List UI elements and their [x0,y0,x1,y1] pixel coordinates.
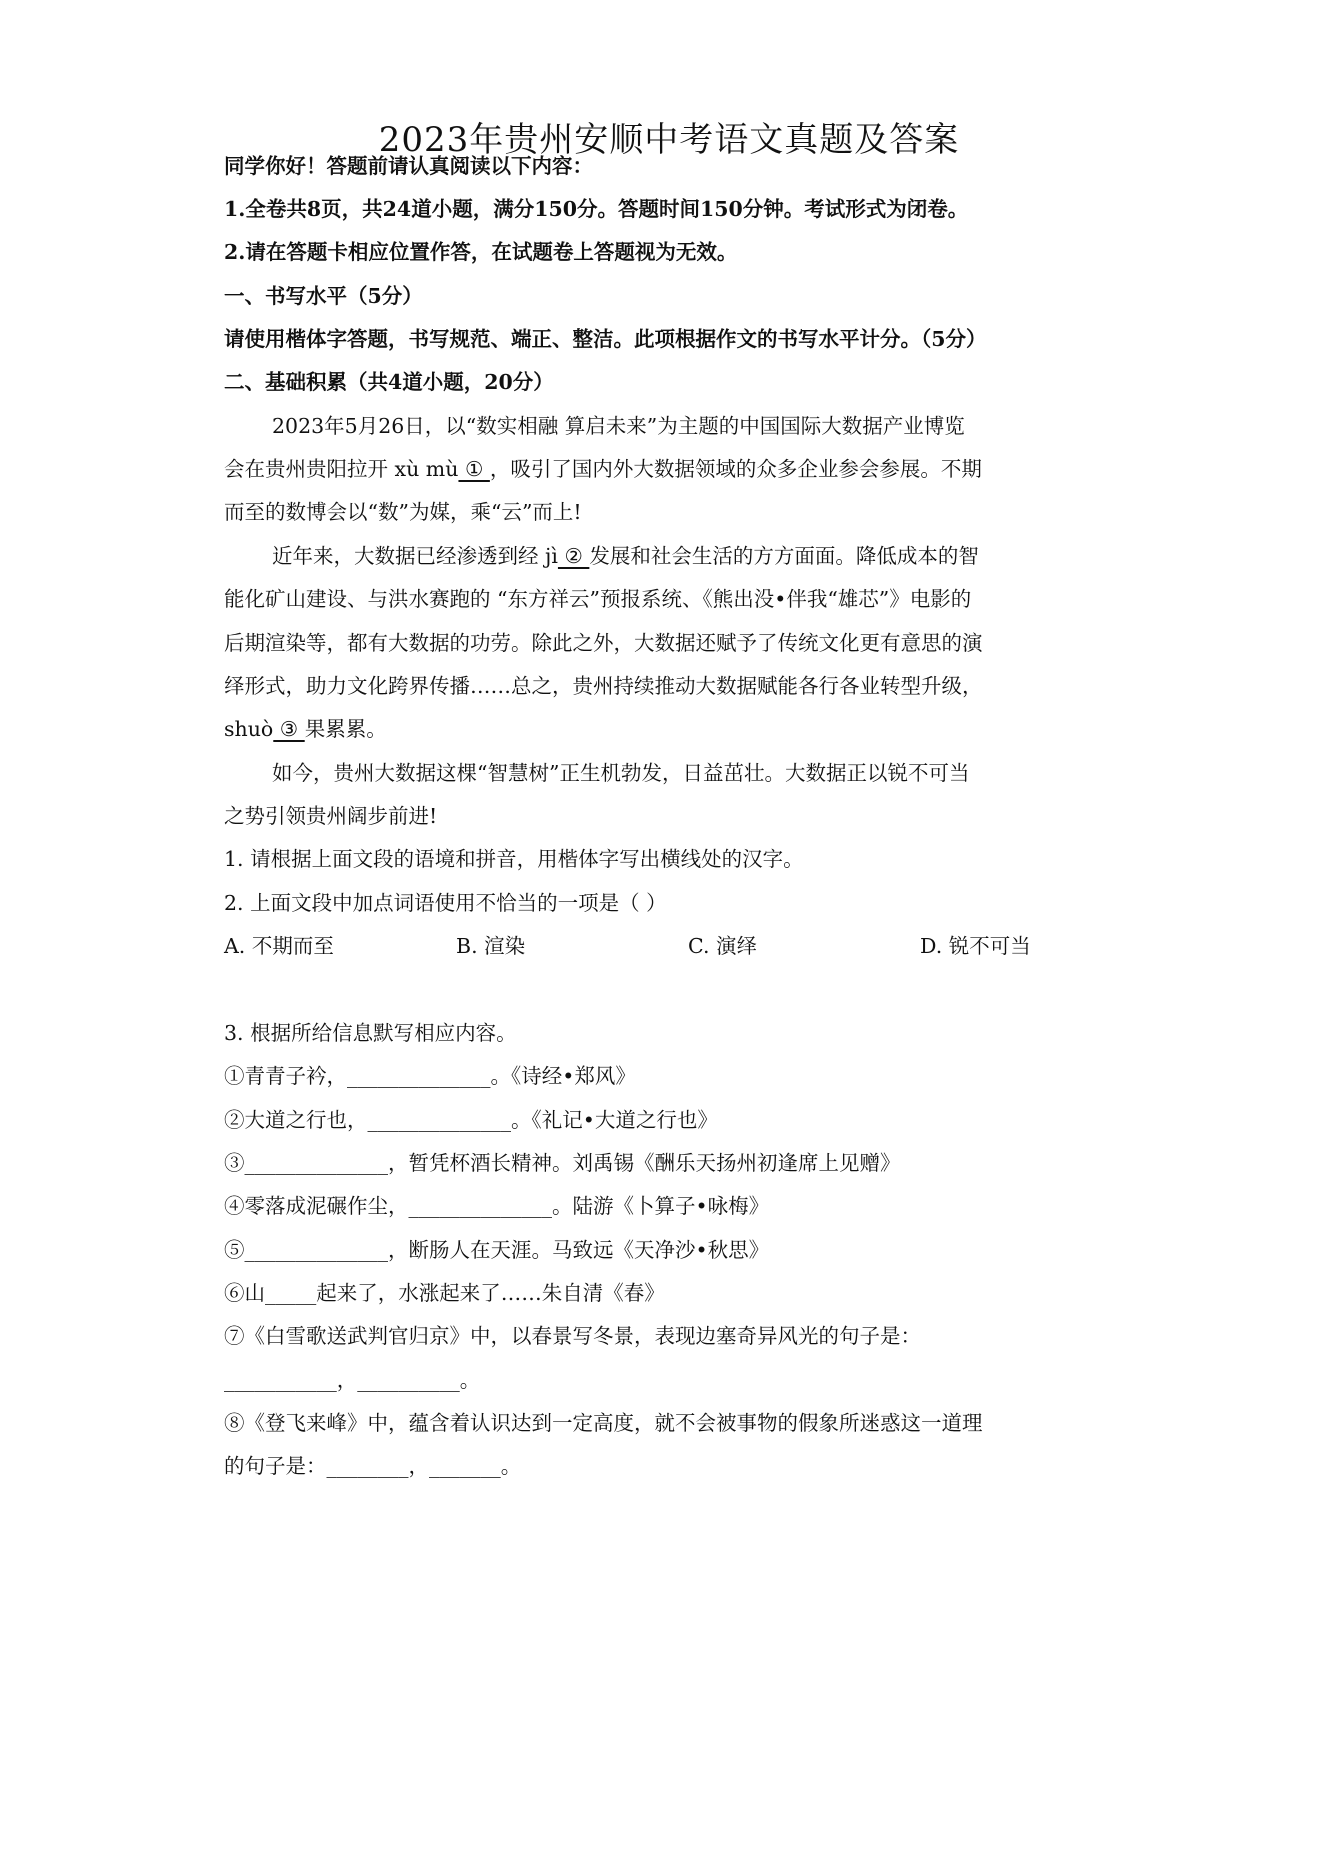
passage-line: 如今，贵州大数据这棵“智慧树”正生机勃发，日益茁壮。大数据正以锐不可当 [272,761,970,785]
option-c: C. 演绎 [688,934,757,958]
passage-text: 发展和社会生活的方方面面。降低成本的智 [589,544,979,568]
section-1-heading: 一、书写水平（5分） [224,284,423,308]
notice-greeting: 同学你好！答题前请认真阅读以下内容： [224,154,593,178]
passage-line: 之势引领贵州阔步前进! [224,804,438,828]
passage-line: 而至的数博会以“数”为媒，乘“云”而上! [224,500,582,524]
blank-1: ① [458,457,490,481]
passage-line [272,540,979,572]
passage-line: 2023年5月26日，以“数实相融 算启未来”为主题的中国国际大数据产业博览 [272,414,965,438]
question-3: 3. 根据所给信息默写相应内容。 [224,1021,517,1045]
recitation-item: 的句子是：________，_______。 [224,1454,522,1478]
section-1-description: 请使用楷体字答题，书写规范、端正、整洁。此项根据作文的书写水平计分。（5分） [224,327,987,351]
passage-line: 绎形式，助力文化跨界传播……总之，贵州持续推动大数据赋能各行各业转型升级， [224,674,983,698]
passage-line: 能化矿山建设、与洪水赛跑的 “东方祥云”预报系统、《熊出没•伴我“雄芯”》电影的 [224,587,972,611]
blank-2: ② [557,544,590,568]
passage-text: shuò [224,717,274,741]
recitation-item: ___________，__________。 [224,1368,481,1392]
option-a: A. 不期而至 [224,934,334,958]
recitation-item: ④零落成泥碾作尘，______________。陆游《卜算子•咏梅》 [224,1194,770,1218]
recitation-item: ②大道之行也，______________。《礼记•大道之行也》 [224,1108,718,1132]
blank-3: ③ [273,717,305,741]
passage-text: ，吸引了国内外大数据领域的众多企业参会参展。不期 [489,457,982,481]
passage-text: 近年来，大数据已经渗透到经 jì [272,544,558,568]
page-title: 2023年贵州安顺中考语文真题及答案 [378,120,960,160]
passage-text: 会在贵州贵阳拉开 xù mù [224,457,459,481]
passage-line [224,453,982,485]
recitation-item: ①青青子衿，______________。《诗经•郑风》 [224,1064,636,1088]
passage-line: 后期渲染等，都有大数据的功劳。除此之外，大数据还赋予了传统文化更有意思的演 [224,631,983,655]
question-1: 1. 请根据上面文段的语境和拼音，用楷体字写出横线处的汉字。 [224,847,804,871]
section-2-heading: 二、基础积累（共4道小题，20分） [224,370,554,394]
notice-rule-1: 1.全卷共8页，共24道小题，满分150分。答题时间150分钟。考试形式为闭卷。 [224,197,969,221]
recitation-item: ⑤______________，断肠人在天涯。马致远《天净沙•秋思》 [224,1238,770,1262]
recitation-item: ⑥山_____起来了，水涨起来了……朱自清《春》 [224,1281,665,1305]
recitation-item: ⑧《登飞来峰》中，蕴含着认识达到一定高度，就不会被事物的假象所迷惑这一道理 [224,1411,983,1435]
option-d: D. 锐不可当 [920,934,1031,958]
passage-line [224,713,387,745]
question-2: 2. 上面文段中加点词语使用不恰当的一项是（ ） [224,891,667,915]
notice-rule-2: 2.请在答题卡相应位置作答，在试题卷上答题视为无效。 [224,240,738,264]
option-b: B. 渲染 [456,934,526,958]
recitation-item: ⑦《白雪歌送武判官归京》中，以春景写冬景，表现边塞奇异风光的句子是： [224,1324,921,1348]
recitation-item: ③______________，暂凭杯酒长精神。刘禹锡《酬乐天扬州初逢席上见赠》 [224,1151,901,1175]
passage-text: 果累累。 [304,717,387,741]
